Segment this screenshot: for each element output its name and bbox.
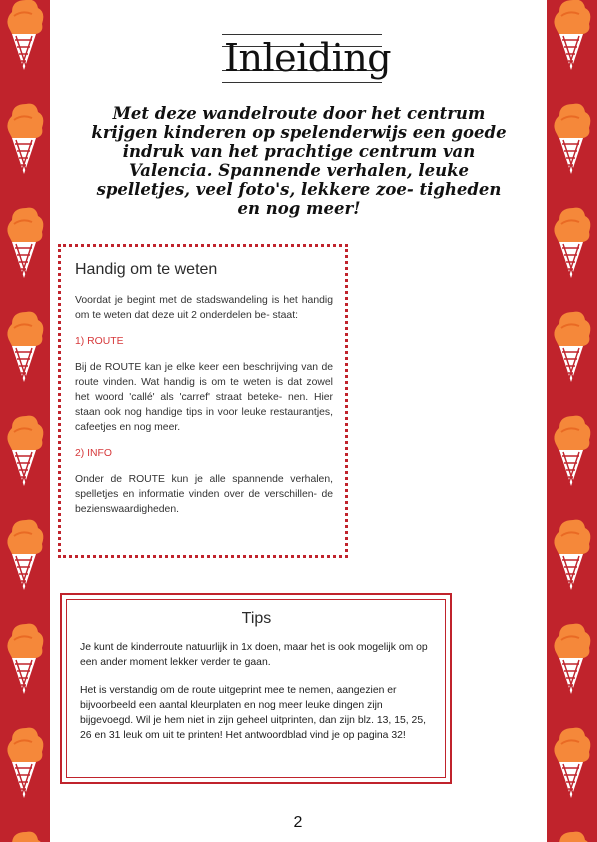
- handy-paragraph-1: Voordat je begint met de stadswandeling is het handig om te weten dat deze uit 2 onderdelen be- staat:: [75, 295, 333, 321]
- ice-cream-cone-icon: [2, 308, 46, 386]
- handy-info-box: [58, 244, 348, 558]
- info-label: 2) INFO: [75, 448, 112, 459]
- ice-cream-cone-icon: [549, 308, 593, 386]
- ice-cream-cone-icon: [549, 620, 593, 698]
- left-border: [0, 0, 50, 842]
- ice-cream-cone-icon: [549, 0, 593, 74]
- page-number: 2: [293, 814, 303, 831]
- tips-heading: Tips: [241, 610, 272, 627]
- ice-cream-cone-icon: [549, 100, 593, 178]
- ice-cream-cone-icon: [549, 516, 593, 594]
- ice-cream-cone-icon: [549, 828, 593, 842]
- ice-cream-cone-icon: [2, 100, 46, 178]
- ice-cream-cone-icon: [549, 412, 593, 490]
- tips-paragraph-2: Het is verstandig om de route uitgeprint mee te nemen, aangezien er bijvoorbeeld een aantal kleurplaten en nog meer leuke dingen zijn bijgevoegd. Wil je hem niet in zijn geheel uitprinten, dan zijn blz. 13, 15, 25, 26 en 31 leuk om uit te printen! Het antwoordblad vind je op pagina 32!: [80, 685, 426, 741]
- tips-paragraph-1: Je kunt de kinderroute natuurlijk in 1x doen, maar het is ook mogelijk om op een ander moment lekker verder te gaan.: [80, 642, 428, 668]
- ice-cream-cone-icon: [2, 828, 46, 842]
- ice-cream-cone-icon: [2, 620, 46, 698]
- tips-box: [60, 593, 452, 784]
- ice-cream-cone-icon: [549, 724, 593, 802]
- handy-paragraph-3: Onder de ROUTE kun je alle spannende verhalen, spelletjes en informatie vinden over de verschillen- de bezienswaardigheden.: [75, 474, 333, 515]
- ice-cream-cone-icon: [2, 412, 46, 490]
- ice-cream-cone-icon: [2, 724, 46, 802]
- ice-cream-cone-icon: [2, 0, 46, 74]
- intro-text: Met deze wandelroute door het centrum krijgen kinderen op spelenderwijs een goede indruk van het prachtige centrum van Valencia. Spannende verhalen, leuke spelletjes, veel foto's, lekkere zoe- tigheden en nog meer!: [91, 104, 507, 218]
- handy-paragraph-2: Bij de ROUTE kan je elke keer een beschrijving van de route vinden. Wat handig is om te weten is dat zowel het woord 'callé' als 'carref' straat beteke- nen. Hier staan ook nog handige tips in voor leuke restaurantjes, cafeetjes en nog meer.: [75, 362, 333, 433]
- title-block: [222, 32, 392, 88]
- page-title: Inleiding: [224, 36, 392, 80]
- ice-cream-cone-icon: [2, 516, 46, 594]
- ice-cream-cone-icon: [549, 204, 593, 282]
- route-label: 1) ROUTE: [75, 336, 124, 347]
- ice-cream-cone-icon: [2, 204, 46, 282]
- handy-heading: Handig om te weten: [75, 261, 218, 278]
- right-border: [547, 0, 597, 842]
